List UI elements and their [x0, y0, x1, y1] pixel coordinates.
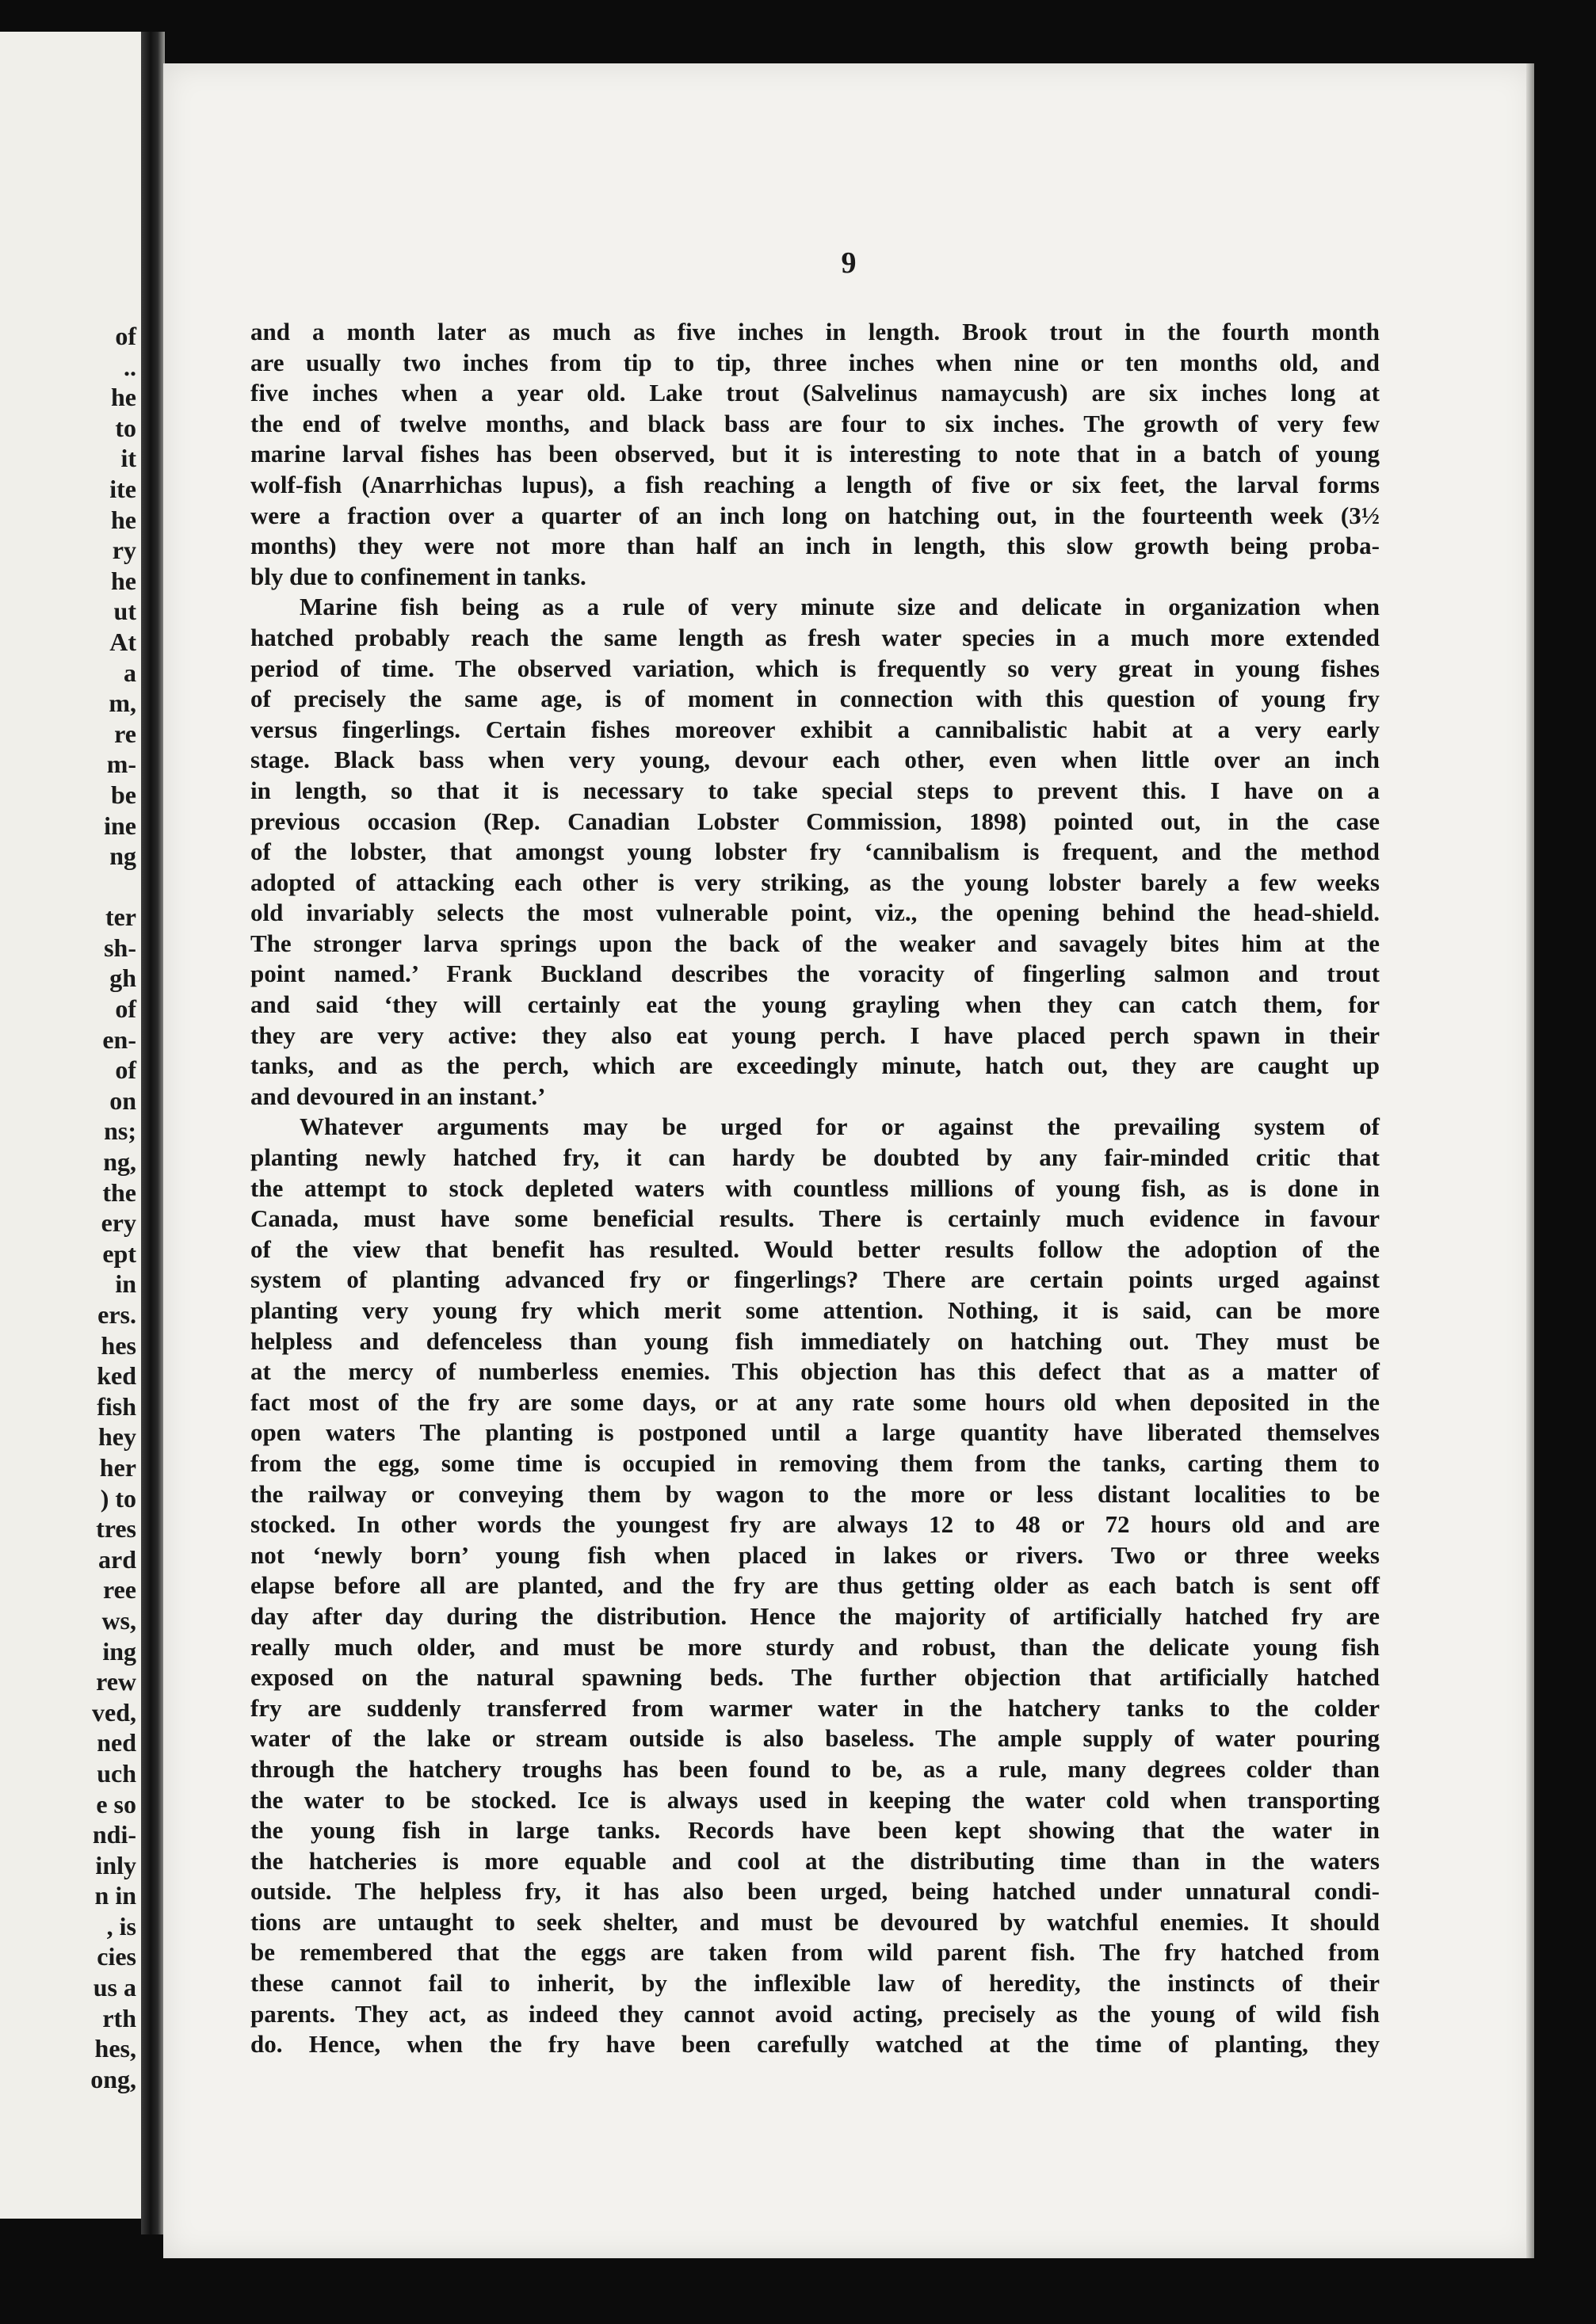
- text-line: through the hatchery troughs has been found to be, as a rule, many degrees colder than: [250, 1754, 1380, 1783]
- facing-page-fragment: At: [109, 627, 136, 656]
- facing-page-fragment: hey: [98, 1422, 136, 1452]
- facing-page-fragment: ite: [109, 474, 136, 503]
- text-line: parents. They act, as indeed they cannot avoid acting, precisely as the young of wild fish: [250, 1999, 1380, 2028]
- facing-page-text-fragments: [2, 321, 136, 2094]
- text-line: planting very young fry which merit some attention. Nothing, it is said, can be more: [250, 1296, 1380, 1324]
- facing-page-fragment: ned: [97, 1728, 136, 1757]
- text-line: water of the lake or stream outside is also baseless. The ample supply of water pouring: [250, 1724, 1380, 1753]
- facing-page-fragment: ery: [101, 1208, 136, 1238]
- facing-page-fragment: rth: [102, 2003, 136, 2032]
- facing-page-fragment: ked: [97, 1361, 136, 1391]
- page-number: 9: [841, 246, 857, 280]
- facing-page-fragment: ree: [102, 1575, 136, 1605]
- text-line: of precisely the same age, is of moment in connection with this question of young fry: [250, 685, 1380, 713]
- facing-page-fragment: he: [111, 383, 136, 412]
- facing-page-fragment: ers.: [97, 1300, 136, 1329]
- facing-page-fragment: re: [114, 719, 136, 748]
- text-line: five inches when a year old. Lake trout (Salvelinus namaycush) are six inches long at: [250, 379, 1380, 407]
- facing-page-fragment: the: [102, 1177, 136, 1207]
- facing-page-fragment: ing: [102, 1636, 136, 1666]
- text-line: were a fraction over a quarter of an inch long on hatching out, in the fourteenth week (3½: [250, 501, 1380, 529]
- text-line: are usually two inches from tip to tip, three inches when nine or ten months old, and: [250, 348, 1380, 376]
- text-line: the water to be stocked. Ice is always used in keeping the water cold when transporting: [250, 1785, 1380, 1814]
- text-line: The stronger larva springs upon the back of the weaker and savagely bites him at the: [250, 929, 1380, 957]
- text-line: fact most of the fry are some days, or at any rate some hours old when deposited in the: [250, 1387, 1380, 1416]
- facing-page-fragment: he: [111, 566, 136, 595]
- text-line: months) they were not more than half an inch in length, this slow growth being proba-: [250, 532, 1380, 560]
- text-line: and said ‘they will certainly eat the young grayling when they can catch them, for: [250, 990, 1380, 1019]
- facing-page-fragment: e so: [96, 1789, 136, 1818]
- text-line: Marine fish being as a rule of very minute size and delicate in organization when: [300, 593, 1380, 621]
- facing-page-fragment: tres: [96, 1514, 136, 1544]
- text-line: these cannot fail to inherit, by the inflexible law of heredity, the instincts of their: [250, 1969, 1380, 1998]
- text-line: really much older, and must be more sturdy and robust, than the delicate young fish: [250, 1632, 1380, 1661]
- text-line: old invariably selects the most vulnerable point, viz., the opening behind the head-shield.: [250, 899, 1380, 927]
- facing-page-fragment: ns;: [104, 1116, 136, 1146]
- facing-page-fragment: be: [111, 780, 136, 809]
- facing-page-fragment: a: [124, 658, 136, 687]
- body-text: [250, 317, 1380, 2060]
- text-line: from the egg, some time is occupied in removing them from the tanks, carting them to: [250, 1448, 1380, 1477]
- facing-page-fragment: ry: [112, 536, 136, 565]
- facing-page-fragment: rew: [96, 1667, 136, 1696]
- facing-page-fragment: en-: [102, 1025, 136, 1054]
- facing-page-fragment: ept: [102, 1238, 136, 1268]
- facing-page-fragment: ) to: [100, 1483, 136, 1513]
- text-line: the railway or conveying them by wagon to the more or less distant localities to be: [250, 1479, 1380, 1508]
- facing-page-fragment: ter: [105, 903, 136, 932]
- text-line: the hatcheries is more equable and cool at the distributing time than in the waters: [250, 1846, 1380, 1875]
- text-line: of the lobster, that amongst young lobster fry ‘cannibalism is frequent, and the method: [250, 838, 1380, 866]
- facing-page-fragment: hes,: [94, 2034, 136, 2063]
- facing-page-fragment: us a: [93, 1973, 136, 2002]
- text-line: fry are suddenly transferred from warmer water in the hatchery tanks to the colder: [250, 1693, 1380, 1722]
- facing-page-fragment: m-: [106, 750, 136, 779]
- facing-page-fragment: ine: [104, 811, 136, 840]
- facing-page-fragment: of: [115, 1055, 136, 1085]
- facing-page-fragment: ong,: [90, 2064, 136, 2093]
- facing-page-fragment: , is: [106, 1911, 136, 1940]
- facing-page-fragment: ved,: [92, 1697, 136, 1727]
- text-line: point named.’ Frank Buckland describes the voracity of fingerling salmon and trout: [250, 960, 1380, 988]
- text-line: the end of twelve months, and black bass are four to six inches. The growth of very few: [250, 409, 1380, 437]
- facing-page-fragment: ..: [124, 352, 136, 381]
- text-line: tions are untaught to seek shelter, and must be devoured by watchful enemies. It should: [250, 1907, 1380, 1936]
- text-line: bly due to confinement in tanks.: [250, 562, 586, 590]
- facing-page-fragment: in: [115, 1269, 136, 1299]
- book-gutter: [141, 32, 165, 2234]
- text-line: system of planting advanced fry or fingerlings? There are certain points urged against: [250, 1265, 1380, 1294]
- text-line: they are very active: they also eat young perch. I have placed perch spawn in their: [250, 1021, 1380, 1049]
- facing-page-fragment: of: [115, 994, 136, 1024]
- facing-page-fragment: ut: [113, 597, 136, 626]
- text-line: marine larval fishes has been observed, but it is interesting to note that in a batch of young: [250, 440, 1380, 468]
- text-line: day after day during the distribution. Hence the majority of artificially hatched fry are: [250, 1601, 1380, 1630]
- text-line: and devoured in an instant.’: [250, 1082, 546, 1110]
- facing-page-fragment: it: [120, 444, 136, 473]
- text-line: adopted of attacking each other is very striking, as the young lobster barely a few weeks: [250, 868, 1380, 896]
- facing-page-edge: [0, 32, 141, 2219]
- facing-page-fragment: to: [115, 413, 136, 442]
- text-line: at the mercy of numberless enemies. This objection has this defect that as a matter of: [250, 1357, 1380, 1386]
- text-line: and a month later as much as five inches in length. Brook trout in the fourth month: [250, 318, 1380, 345]
- facing-page-fragment: on: [109, 1086, 136, 1115]
- text-line: the attempt to stock depleted waters with countless millions of young fish, as is done in: [250, 1173, 1380, 1202]
- text-line: tanks, and as the perch, which are exceedingly minute, hatch out, they are caught up: [250, 1051, 1380, 1080]
- facing-page-fragment: he: [111, 505, 136, 534]
- text-line: planting newly hatched fry, it can hardy be doubted by any fair-minded critic that: [250, 1143, 1380, 1172]
- facing-page-fragment: her: [99, 1452, 136, 1482]
- text-line: Whatever arguments may be urged for or against the prevailing system of: [300, 1112, 1380, 1141]
- facing-page-fragment: cies: [97, 1942, 136, 1971]
- text-line: Canada, must have some beneficial results. There is certainly much evidence in favour: [250, 1204, 1380, 1233]
- text-line: period of time. The observed variation, which is frequently so very great in young fishes: [250, 654, 1380, 682]
- page-edge-shadow: [1526, 63, 1534, 2258]
- text-line: exposed on the natural spawning beds. The further objection that artificially hatched: [250, 1663, 1380, 1692]
- text-line: of the view that benefit has resulted. Would better results follow the adoption of the: [250, 1235, 1380, 1263]
- text-line: previous occasion (Rep. Canadian Lobster Commission, 1898) pointed out, in the case: [250, 807, 1380, 835]
- text-line: be remembered that the eggs are taken from wild parent fish. The fry hatched from: [250, 1938, 1380, 1967]
- facing-page-fragment: ndi-: [92, 1820, 136, 1849]
- text-line: wolf-fish (Anarrhichas lupus), a fish reaching a length of five or six feet, the larval forms: [250, 470, 1380, 498]
- facing-page-fragment: fish: [97, 1391, 136, 1421]
- facing-page-fragment: gh: [109, 964, 136, 993]
- facing-page-fragment: ng,: [103, 1147, 136, 1177]
- facing-page-fragment: ard: [98, 1544, 136, 1574]
- facing-page-fragment: hes: [101, 1330, 136, 1360]
- document-page: [163, 63, 1534, 2258]
- text-line: stage. Black bass when very young, devour each other, even when little over an inch: [250, 746, 1380, 774]
- text-line: helpless and defenceless than young fish immediately on hatching out. They must be: [250, 1326, 1380, 1355]
- facing-page-fragment: ng: [109, 841, 136, 871]
- facing-page-fragment: [2, 872, 136, 903]
- text-line: the young fish in large tanks. Records have been kept showing that the water in: [250, 1816, 1380, 1845]
- facing-page-fragment: n in: [94, 1881, 136, 1910]
- text-line: stocked. In other words the youngest fry are always 12 to 48 or 72 hours old and are: [250, 1510, 1380, 1539]
- text-line: open waters The planting is postponed until a large quantity have liberated themselves: [250, 1418, 1380, 1447]
- text-line: do. Hence, when the fry have been carefully watched at the time of planting, they: [250, 2030, 1380, 2059]
- text-line: not ‘newly born’ young fish when placed in lakes or rivers. Two or three weeks: [250, 1540, 1380, 1569]
- text-line: versus fingerlings. Certain fishes moreover exhibit a cannibalistic habit at a very early: [250, 715, 1380, 743]
- facing-page-fragment: of: [115, 322, 136, 350]
- facing-page-fragment: ws,: [101, 1605, 136, 1635]
- facing-page-fragment: sh-: [104, 933, 136, 962]
- text-line: hatched probably reach the same length as fresh water species in a much more extended: [250, 623, 1380, 651]
- facing-page-fragment: m,: [109, 689, 136, 718]
- text-line: in length, so that it is necessary to take special steps to prevent this. I have on a: [250, 776, 1380, 804]
- facing-page-fragment: uch: [97, 1758, 136, 1788]
- text-line: elapse before all are planted, and the fry are thus getting older as each batch is sent off: [250, 1571, 1380, 1600]
- facing-page-fragment: inly: [95, 1850, 136, 1879]
- text-line: outside. The helpless fry, it has also been urged, being hatched under unnatural condi-: [250, 1877, 1380, 1906]
